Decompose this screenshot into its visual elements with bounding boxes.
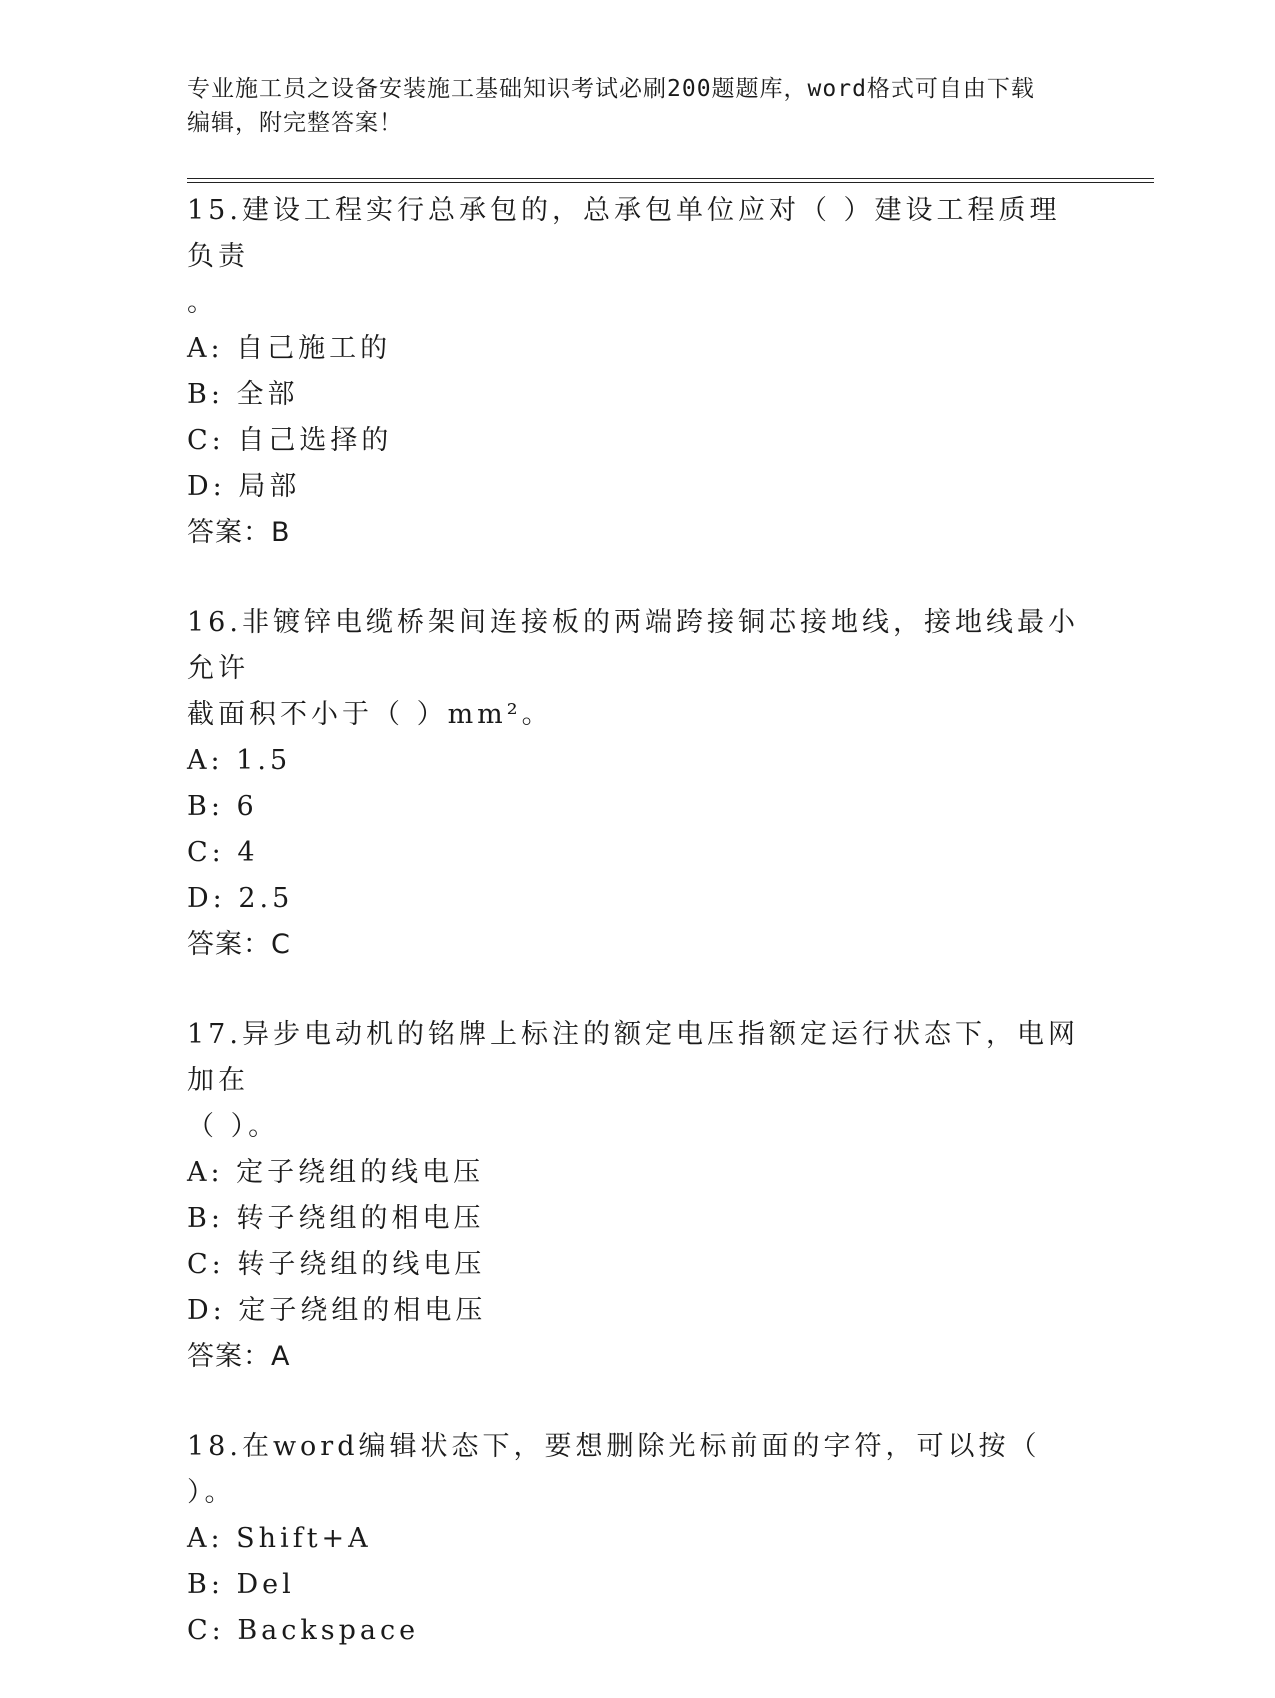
option-c: C: 4 (187, 837, 259, 868)
header-divider-top (187, 178, 1154, 179)
option-d: D: 局部 (187, 471, 301, 502)
option-b: B: Del (187, 1569, 295, 1600)
question-text-continued: 。 (187, 287, 218, 318)
question-15 (187, 188, 1087, 556)
option-a: A: 自己施工的 (187, 333, 392, 364)
header-line-1: 专业施工员之设备安装施工基础知识考试必刷200题题库，word格式可自由下载 (187, 76, 1035, 102)
option-a: A: Shift+A (187, 1523, 372, 1554)
option-c: C: 转子绕组的线电压 (187, 1249, 486, 1280)
question-text: 16.非镀锌电缆桥架间连接板的两端跨接铜芯接地线，接地线最小允许 (187, 607, 1079, 684)
question-text: 17.异步电动机的铭牌上标注的额定电压指额定运行状态下，电网加在 (187, 1019, 1079, 1096)
question-text-continued: （ ）。 (187, 1111, 280, 1142)
option-d: D: 2.5 (187, 883, 294, 914)
question-18 (187, 1424, 1087, 1654)
question-list (187, 188, 1087, 1698)
option-b: B: 6 (187, 791, 258, 822)
answer: 答案：C (187, 929, 291, 960)
option-c: C: Backspace (187, 1615, 420, 1646)
question-text-continued: 截面积不小于（ ）mm²。 (187, 699, 553, 730)
option-b: B: 转子绕组的相电压 (187, 1203, 485, 1234)
answer: 答案：A (187, 1341, 291, 1372)
option-a: A: 定子绕组的线电压 (187, 1157, 485, 1188)
document-header (187, 72, 1087, 140)
question-text: 18.在word编辑状态下，要想删除光标前面的字符，可以按（ ）。 (187, 1431, 1041, 1508)
header-divider-bottom (187, 182, 1154, 183)
option-b: B: 全部 (187, 379, 299, 410)
question-17 (187, 1012, 1087, 1380)
question-16 (187, 600, 1087, 968)
option-d: D: 定子绕组的相电压 (187, 1295, 487, 1326)
option-a: A: 1.5 (187, 745, 292, 776)
answer: 答案：B (187, 517, 291, 548)
option-c: C: 自己选择的 (187, 425, 393, 456)
question-text: 15.建设工程实行总承包的，总承包单位应对（ ）建设工程质理负责 (187, 195, 1061, 272)
header-line-2: 编辑，附完整答案！ (187, 110, 403, 136)
